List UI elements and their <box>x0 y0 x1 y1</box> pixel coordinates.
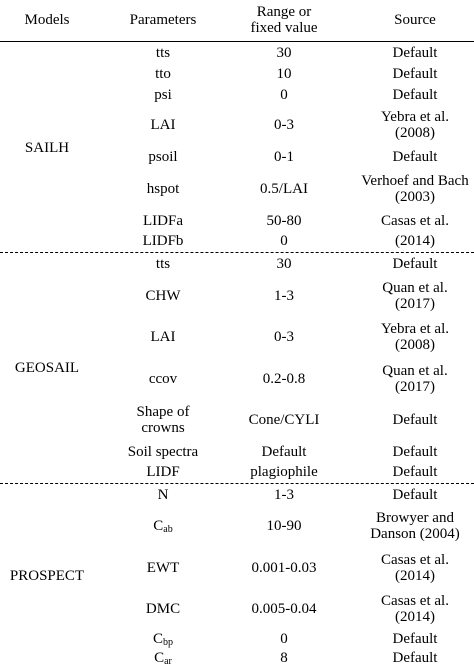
source-line: Quan et al. <box>382 280 448 296</box>
param-line: crowns <box>141 420 185 436</box>
source-cell <box>346 589 474 629</box>
range-cell: 0 <box>280 86 288 103</box>
range-cell: 30 <box>276 255 292 272</box>
range-cell: 0.001-0.03 <box>251 559 317 576</box>
param-cell: ccov <box>148 370 178 387</box>
range-cell: 8 <box>280 649 288 666</box>
param-cell: tts <box>155 255 171 272</box>
range-cell: 0.005-0.04 <box>251 600 317 617</box>
range-cell: 0.2-0.8 <box>262 370 306 387</box>
source-line: (2014) <box>395 609 435 625</box>
range-cell: 0-3 <box>274 116 294 133</box>
model-sailh: SAILH <box>24 139 70 156</box>
source-cell: Default <box>392 649 438 666</box>
source-line: Casas et al. <box>381 593 449 609</box>
source-cell: Default <box>392 86 438 103</box>
param-cell: tto <box>155 65 171 82</box>
param-cell: Soil spectra <box>127 443 199 460</box>
source-line: Quan et al. <box>382 363 448 379</box>
source-cell: Default <box>392 65 438 82</box>
param-subscript: ar <box>164 656 172 667</box>
param-base: C <box>154 649 165 666</box>
source-line: Verhoef and Bach <box>361 173 469 189</box>
source-cell: (2014) <box>395 232 435 249</box>
param-line: Shape of <box>136 404 190 420</box>
param-cell: psoil <box>148 148 178 165</box>
header-models: Models <box>24 11 70 28</box>
group-separator <box>0 483 474 484</box>
header-rule <box>0 41 474 42</box>
source-cell: Default <box>392 463 438 480</box>
range-cell: 10 <box>276 65 292 82</box>
range-cell: 10-90 <box>266 517 302 534</box>
source-cell: Default <box>392 44 438 61</box>
source-cell <box>346 317 474 357</box>
source-cell <box>346 170 474 208</box>
source-line: Yebra et al. <box>380 109 450 125</box>
range-cell: 30 <box>276 44 292 61</box>
model-geosail: GEOSAIL <box>14 359 80 376</box>
param-base: C <box>153 517 164 534</box>
source-line: Casas et al. <box>381 552 449 568</box>
range-cell: 0-3 <box>274 328 294 345</box>
param-cell: DMC <box>145 600 181 617</box>
param-cell: psi <box>154 86 172 103</box>
source-cell <box>346 506 474 546</box>
range-cell: 1-3 <box>274 287 294 304</box>
source-line: (2008) <box>395 125 435 141</box>
source-cell <box>346 359 474 399</box>
header-range-line1: Range or <box>256 4 312 20</box>
source-cell: Default <box>392 486 438 503</box>
header-source: Source <box>394 11 436 28</box>
param-cell <box>104 648 222 668</box>
table-header <box>0 0 474 42</box>
range-cell: 50-80 <box>266 212 302 229</box>
source-line: (2017) <box>395 296 435 312</box>
group-separator <box>0 252 474 253</box>
param-cell: LAI <box>150 116 176 133</box>
param-cell: CHW <box>145 287 181 304</box>
param-subscript: ab <box>163 524 173 535</box>
range-cell: 0.5/LAI <box>260 180 308 197</box>
param-subscript: bp <box>163 637 173 648</box>
param-cell: LAI <box>150 328 176 345</box>
range-cell: Default <box>261 443 307 460</box>
param-cell: tts <box>155 44 171 61</box>
param-cell <box>104 401 222 439</box>
source-line: Danson (2004) <box>370 526 460 542</box>
param-base: C <box>152 630 163 647</box>
param-cell: LIDF <box>146 463 180 480</box>
source-cell <box>346 276 474 316</box>
param-cell: EWT <box>146 559 180 576</box>
source-line: (2017) <box>395 379 435 395</box>
source-cell: Default <box>392 630 438 647</box>
source-cell <box>346 548 474 588</box>
source-line: Browyer and <box>376 510 454 526</box>
range-cell: Cone/CYLI <box>248 411 320 428</box>
range-cell: 1-3 <box>274 486 294 503</box>
source-cell <box>346 106 474 144</box>
source-cell: Casas et al. <box>381 212 449 229</box>
header-range-line2: fixed value <box>250 20 318 36</box>
source-cell: Default <box>392 148 438 165</box>
source-line: Yebra et al. <box>380 321 450 337</box>
source-line: (2003) <box>395 189 435 205</box>
range-cell: 0-1 <box>274 148 294 165</box>
source-line: (2014) <box>395 568 435 584</box>
source-cell: Default <box>392 411 438 428</box>
header-range <box>224 0 344 40</box>
source-line: (2008) <box>395 337 435 353</box>
range-cell: 0 <box>280 232 288 249</box>
param-cell: hspot <box>146 180 180 197</box>
param-cell <box>104 629 222 649</box>
source-cell: Default <box>392 443 438 460</box>
range-cell: 0 <box>280 630 288 647</box>
param-cell: N <box>157 486 169 503</box>
range-cell: plagiophile <box>250 463 318 480</box>
model-prospect: PROSPECT <box>9 568 85 584</box>
param-cell <box>104 506 222 546</box>
param-cell: LIDFb <box>142 232 184 249</box>
param-cell: LIDFa <box>143 212 183 229</box>
header-parameters: Parameters <box>129 11 197 28</box>
source-cell: Default <box>392 255 438 272</box>
